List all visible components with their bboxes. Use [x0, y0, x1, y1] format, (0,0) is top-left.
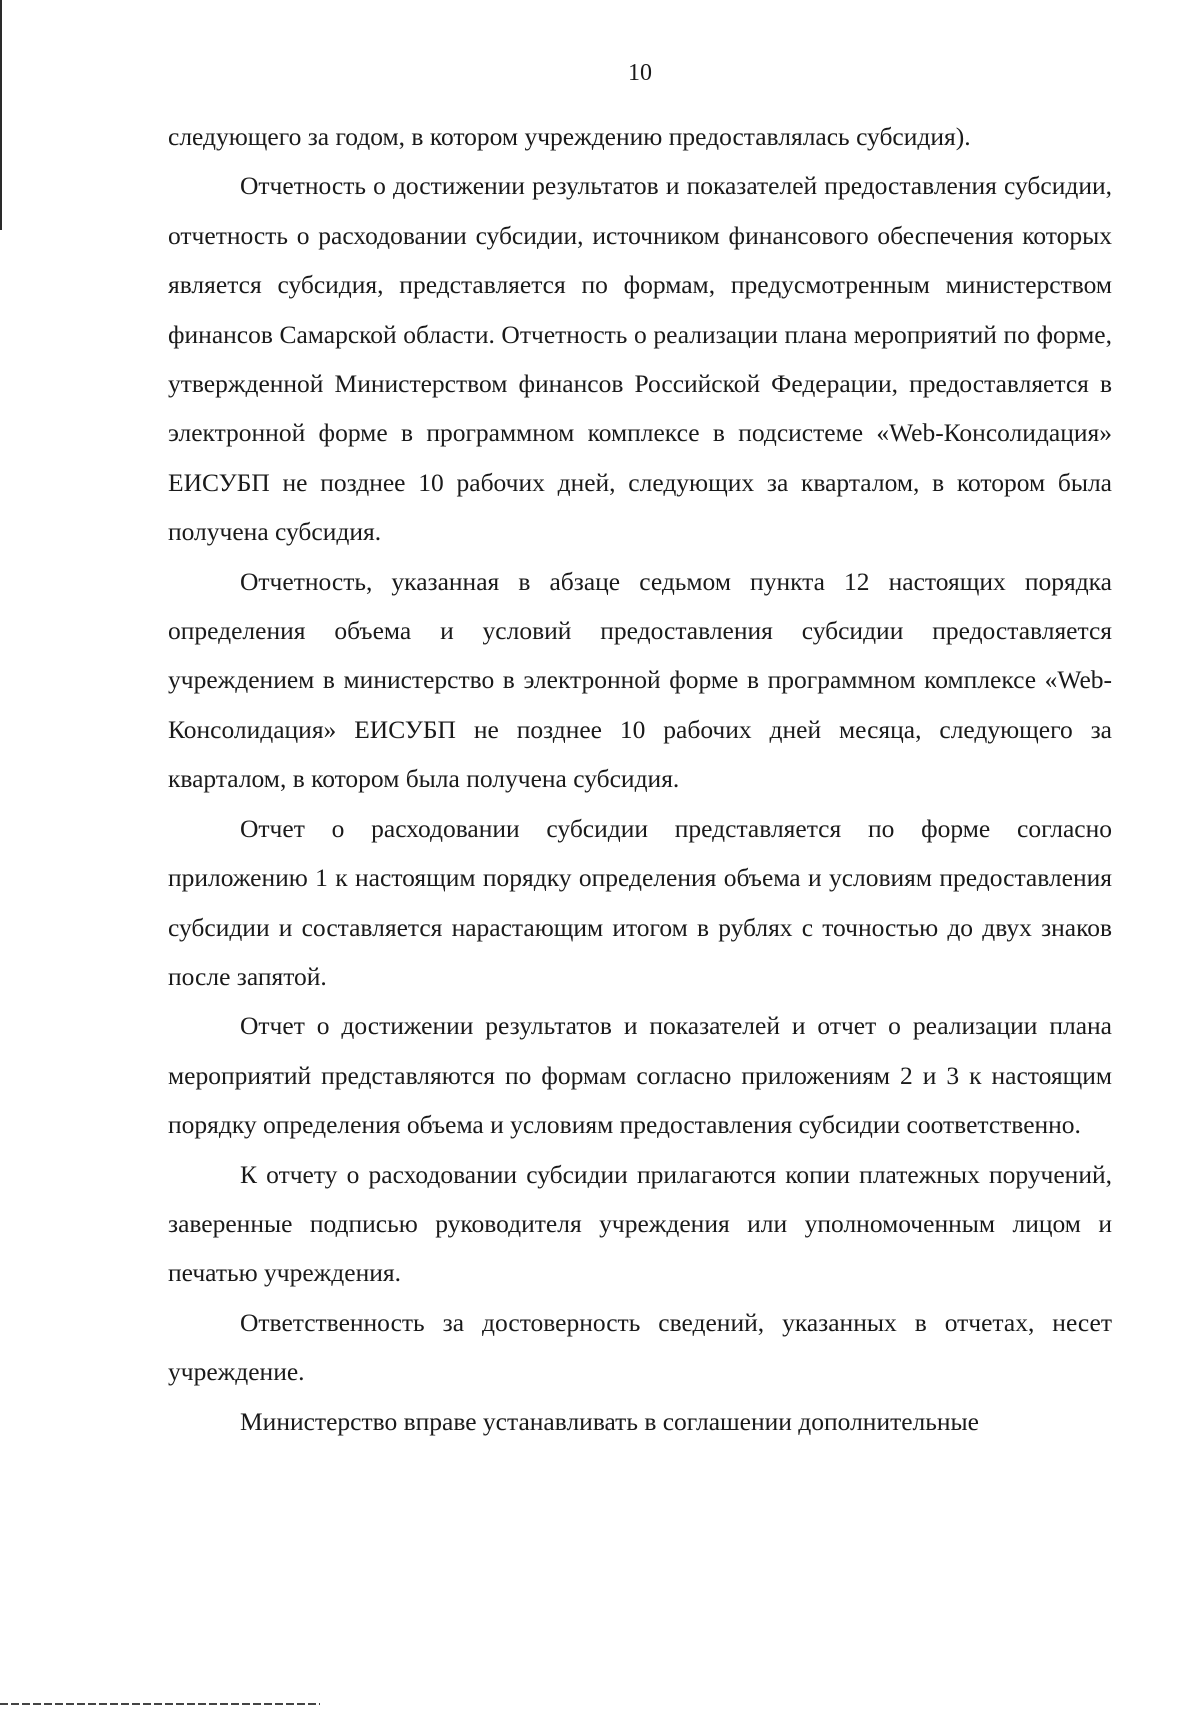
paragraph-reporting-item-12: Отчетность, указанная в абзаце седьмом пункта 12 настоящих порядка определения объема и условий предоставления субсидии предоставляется учреждением в министерство в электронной форме в программном комплексе «Web-Консолидация» ЕИСУБП не позднее 10 рабочих дней месяца, следующего за кварталом, в котором была получена субсидия.	[168, 566, 1112, 794]
paragraph-expenditure-report: Отчет о расходовании субсидии представляется по форме согласно приложению 1 к настоящим порядку определения объема и условиям предоставления субсидии и составляется нарастающим итогом в рублях с точностью до двух знаков после запятой.	[168, 813, 1112, 991]
paragraph-ministry-rights: Министерство вправе устанавливать в соглашении дополнительные	[240, 1406, 980, 1436]
document-body	[168, 112, 1112, 1446]
paragraph-continuation: следующего за годом, в котором учреждению предоставлялась субсидия).	[168, 122, 971, 151]
page-number: 10	[628, 60, 652, 86]
paragraph-reporting-forms: Отчетность о достижении результатов и показателей предоставления субсидии, отчетность о расходовании субсидии, источником финансового обеспечения которых является субсидия, представляется по формам, предусмотренным министерством финансов Самарской области. Отчетность о реализации плана мероприятий по форме, утвержденной Министерством финансов Российской Федерации, предоставляется в электронной форме в программном комплексе в подсистеме «Web-Консолидация» ЕИСУБП не позднее 10 рабочих дней, следующих за кварталом, в котором была получена субсидия.	[168, 171, 1112, 547]
scan-edge-line	[0, 0, 2, 230]
paragraph-responsibility: Ответственность за достоверность сведений, указанных в отчетах, несет учреждение.	[168, 1307, 1112, 1387]
paragraph-results-report: Отчет о достижении результатов и показателей и отчет о реализации плана мероприятий представляются по формам согласно приложениям 2 и 3 к настоящим порядку определения объема и условиям предоставления субсидии соответственно.	[168, 1011, 1112, 1140]
paragraph-payment-orders: К отчету о расходовании субсидии прилагаются копии платежных поручений, заверенные подписью руководителя учреждения или уполномоченным лицом и печатью учреждения.	[168, 1159, 1112, 1288]
bottom-scan-rule	[0, 1703, 320, 1705]
